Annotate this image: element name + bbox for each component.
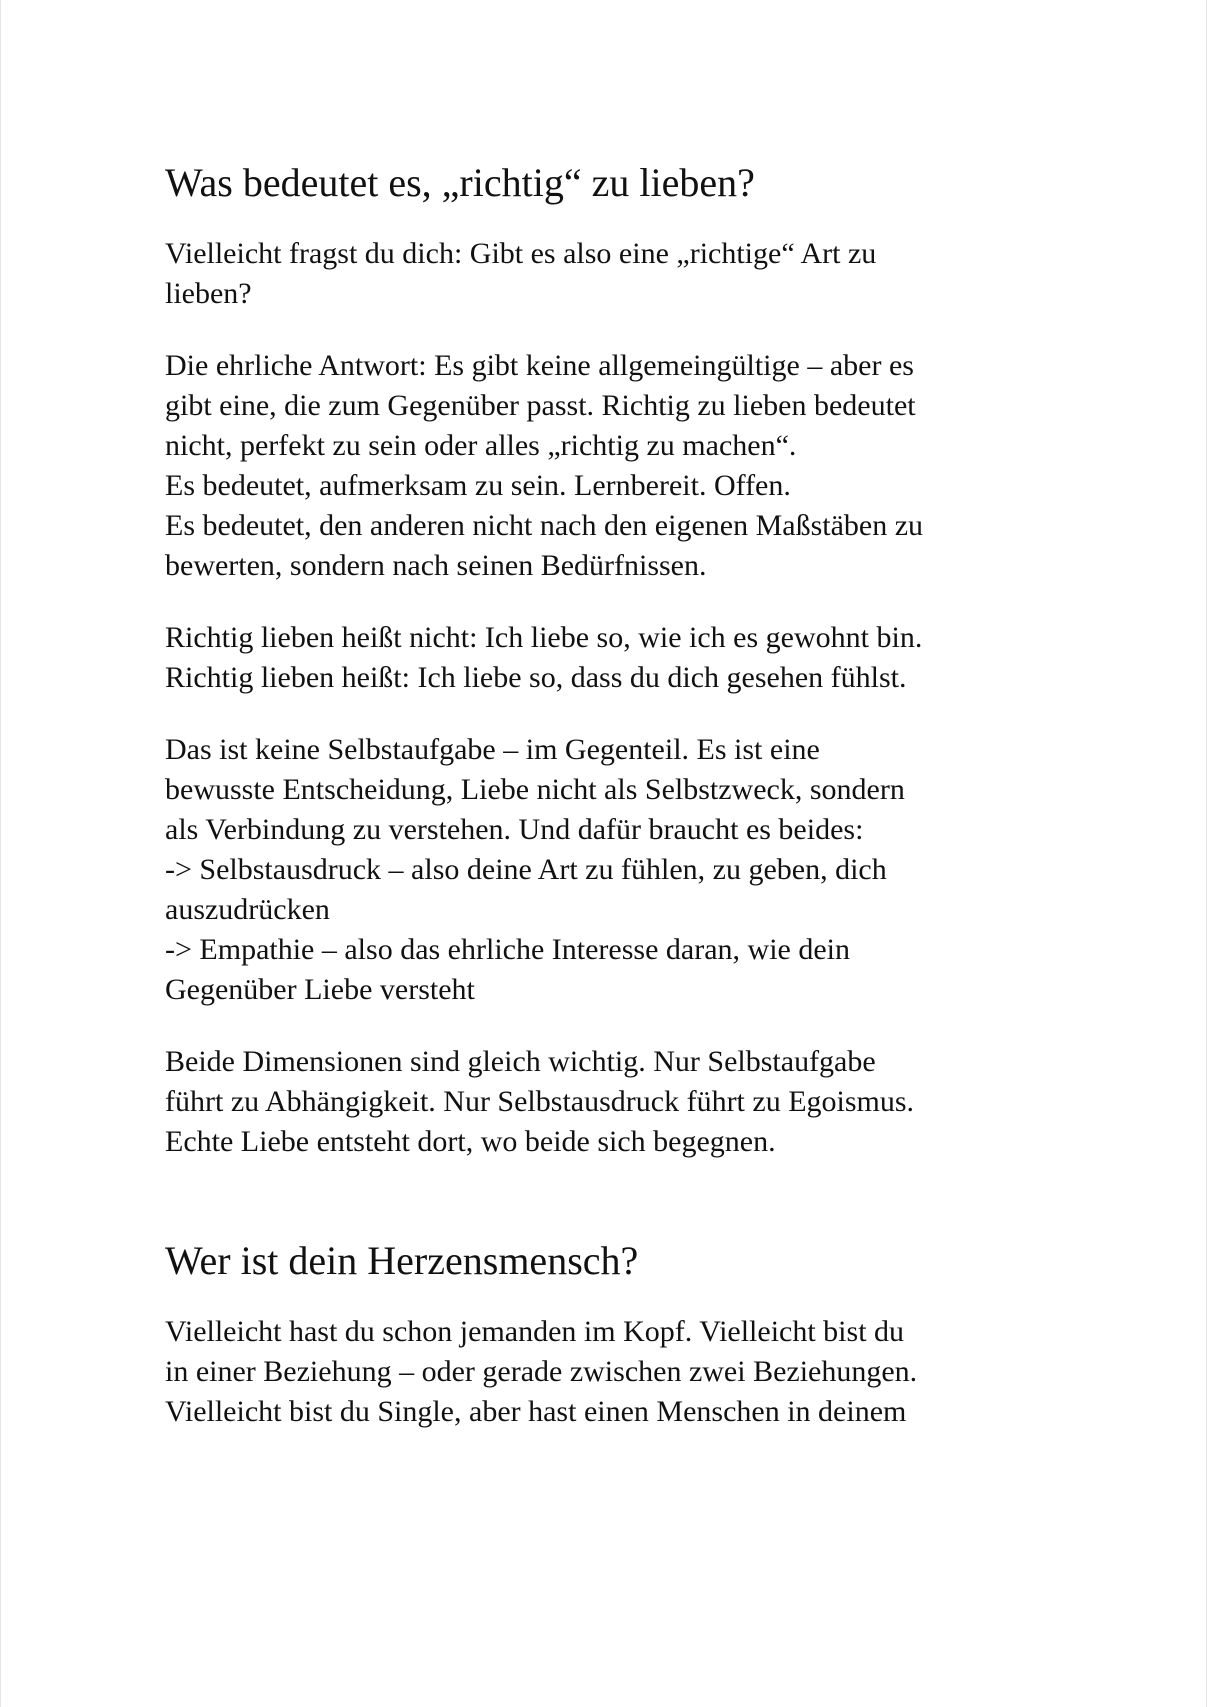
text-line: nicht, perfekt zu sein oder alles „richtig zu machen“. xyxy=(165,429,797,462)
text-line: auszudrücken xyxy=(165,893,330,926)
text-line: Echte Liebe entsteht dort, wo beide sich begegnen. xyxy=(165,1125,776,1158)
text-line: Es bedeutet, den anderen nicht nach den eigenen Maßstäben zu xyxy=(165,509,924,542)
text-line: als Verbindung zu verstehen. Und dafür braucht es beides: xyxy=(165,813,864,846)
text-line: lieben? xyxy=(165,277,252,310)
text-line: -> Empathie – also das ehrliche Interesse daran, wie dein xyxy=(165,933,850,966)
text-line: führt zu Abhängigkeit. Nur Selbstausdruck führt zu Egoismus. xyxy=(165,1085,915,1118)
text-line: in einer Beziehung – oder gerade zwischen zwei Beziehungen. xyxy=(165,1355,918,1388)
paragraph xyxy=(165,1042,1045,1162)
text-line: Vielleicht hast du schon jemanden im Kopf. Vielleicht bist du xyxy=(165,1315,905,1348)
section-heading-herzensmensch: Wer ist dein Herzensmensch? xyxy=(165,1238,639,1283)
text-line: Beide Dimensionen sind gleich wichtig. Nur Selbstaufgabe xyxy=(165,1045,876,1078)
text-line: Es bedeutet, aufmerksam zu sein. Lernbereit. Offen. xyxy=(165,469,791,502)
text-line: bewusste Entscheidung, Liebe nicht als Selbstzweck, sondern xyxy=(165,773,905,806)
text-line: gibt eine, die zum Gegenüber passt. Richtig zu lieben bedeutet xyxy=(165,389,916,422)
text-line: bewerten, sondern nach seinen Bedürfnissen. xyxy=(165,549,707,582)
paragraph xyxy=(165,730,1045,1010)
text-line: Richtig lieben heißt nicht: Ich liebe so, wie ich es gewohnt bin. xyxy=(165,621,923,654)
paragraph xyxy=(165,1312,1045,1432)
text-line: Gegenüber Liebe versteht xyxy=(165,973,475,1006)
paragraph xyxy=(165,234,1045,314)
document-content xyxy=(165,160,1045,1432)
section-heading-richtig-lieben: Was bedeutet es, „richtig“ zu lieben? xyxy=(165,160,755,205)
text-line: Die ehrliche Antwort: Es gibt keine allgemeingültige – aber es xyxy=(165,349,914,382)
text-line: Das ist keine Selbstaufgabe – im Gegenteil. Es ist eine xyxy=(165,733,820,766)
text-line: Richtig lieben heißt: Ich liebe so, dass du dich gesehen fühlst. xyxy=(165,661,907,694)
paragraph xyxy=(165,346,1045,586)
text-line: Vielleicht fragst du dich: Gibt es also eine „richtige“ Art zu xyxy=(165,237,877,270)
text-line: Vielleicht bist du Single, aber hast einen Menschen in deinem xyxy=(165,1395,907,1428)
paragraph xyxy=(165,618,1045,698)
text-line: -> Selbstausdruck – also deine Art zu fühlen, zu geben, dich xyxy=(165,853,887,886)
